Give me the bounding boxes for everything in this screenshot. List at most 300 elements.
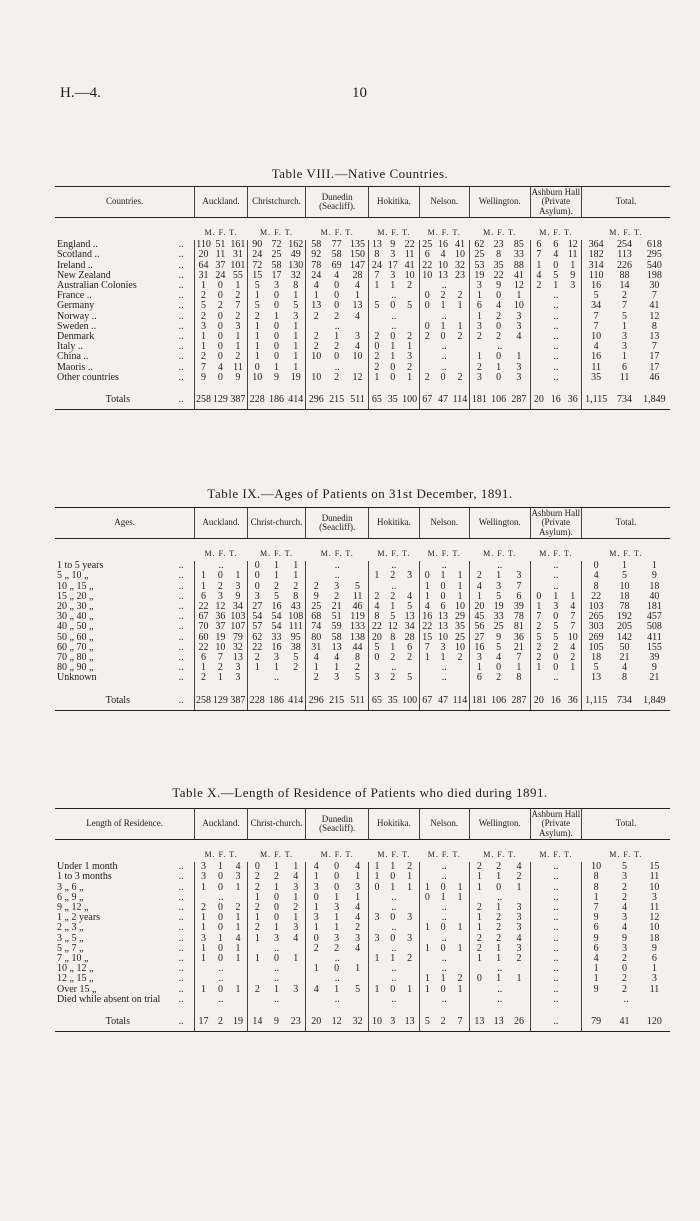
cell-female: 2 [496, 933, 502, 944]
cell-male: 3 [369, 934, 385, 944]
cell-female: 7 [622, 301, 628, 312]
cell-female: 19 [215, 632, 226, 643]
cell-female: 1 [496, 974, 502, 985]
cell-female: 0 [334, 882, 340, 893]
cell-male: 9 [582, 985, 611, 995]
cell-male: 182 [582, 250, 611, 260]
cell-female: 4 [622, 903, 628, 914]
cell-female: 2 [390, 673, 396, 684]
cell-female: 0 [274, 342, 279, 353]
cell-total: 1 [293, 892, 299, 903]
label-column-header: Countries. [55, 187, 195, 218]
column-header: Dunedin (Seacliff). [306, 187, 369, 218]
column-header: Hokitika. [369, 187, 419, 218]
cell-total: 150 [350, 250, 366, 261]
leader-dots: .. [179, 684, 195, 711]
nil-cell: .. [306, 363, 369, 373]
cell-total: 13 [232, 653, 243, 664]
nil-cell: .. [419, 964, 469, 974]
cell-male: 6 [195, 592, 212, 602]
cell-total: 100 [401, 383, 419, 410]
cell-total: 10 [352, 352, 363, 363]
cell-total: 107 [230, 622, 246, 633]
cell-female: 0 [334, 872, 340, 883]
cell-female: 0 [274, 903, 280, 914]
cell-female: 12 [215, 602, 226, 613]
nil-cell: .. [306, 995, 369, 1005]
cell-total: 1 [293, 362, 299, 373]
leader-dots: .. [178, 663, 184, 674]
cell-male: 13 [582, 673, 611, 683]
cell-female: 1 [496, 872, 502, 883]
cell-total: 34 [404, 622, 415, 633]
cell-male: 6 [419, 250, 435, 260]
nil-cell: .. [369, 582, 419, 592]
cell-female: 0 [334, 281, 340, 292]
cell-male: 4 [306, 281, 327, 291]
cell-male: 20 [530, 383, 547, 410]
cell-male: 15 [247, 271, 266, 281]
cell-total: 32 [454, 260, 465, 271]
row-label: Sweden .. [57, 321, 97, 332]
cell-male: 1 [195, 342, 212, 352]
cell-male: 103 [582, 602, 611, 612]
cell-female: 51 [331, 612, 342, 623]
table-row [55, 923, 670, 933]
leader-dots: .. [178, 281, 184, 292]
cell-male: 2 [306, 582, 327, 592]
cell-male: 6 [530, 240, 547, 250]
cell-male: 1 [195, 944, 212, 954]
nil-cell: .. [306, 974, 369, 984]
cell-total: 36 [564, 383, 581, 410]
cell-female: 6 [622, 362, 628, 373]
cell-total: 1 [457, 571, 463, 582]
cell-female: 0 [553, 663, 559, 674]
cell-male: 22 [419, 261, 435, 271]
cell-male: 258 [195, 383, 212, 410]
cell-female: 37 [215, 622, 226, 633]
cell-male: 1 [469, 954, 488, 964]
table-row [55, 240, 670, 250]
cell-female: 59 [331, 622, 342, 633]
column-header: Auckland. [195, 809, 248, 840]
cell-total: 1 [457, 923, 463, 934]
cell-total: 21 [513, 642, 524, 653]
cell-male: 0 [419, 893, 435, 903]
cell-male: 1 [195, 582, 212, 592]
cell-male: 1 [247, 913, 266, 923]
cell-female: 0 [390, 332, 396, 343]
cell-male: 1 [469, 312, 488, 322]
cell-male: 1 [419, 582, 435, 592]
cell-female: 3 [385, 1005, 401, 1032]
leader-dots: .. [178, 301, 184, 312]
leader-dots: .. [178, 270, 184, 281]
cell-total: 36 [564, 684, 581, 711]
cell-male: 265 [582, 612, 611, 622]
cell-male: 110 [582, 271, 611, 281]
row-label: Totals [55, 684, 179, 711]
leader-dots: .. [178, 612, 184, 623]
cell-total: 34 [232, 602, 243, 613]
cell-female: 2 [622, 882, 628, 893]
cell-female: 2 [622, 892, 628, 903]
cell-total: 22 [404, 240, 415, 251]
cell-male: 16 [419, 612, 435, 622]
leader-dots: .. [178, 352, 184, 363]
cell-total: 4 [516, 933, 522, 944]
cell-male: 13 [306, 301, 327, 311]
cell-total: 1 [570, 663, 576, 674]
cell-male: 62 [247, 633, 266, 643]
cell-male: 58 [306, 240, 327, 250]
table-row [55, 373, 670, 383]
cell-male: 4 [306, 653, 327, 663]
cell-male: 27 [247, 602, 266, 612]
leader-dots: .. [178, 862, 184, 873]
cell-male: 2 [195, 291, 212, 301]
nil-cell: .. [530, 923, 582, 933]
cell-female: 1 [390, 352, 396, 363]
cell-female: 0 [334, 301, 340, 312]
cell-male: 1 [247, 342, 266, 352]
nil-cell: .. [369, 663, 419, 673]
cell-male: 62 [469, 240, 488, 250]
cell-male: 5 [530, 633, 547, 643]
row-label: 2 „ 3 „ [57, 923, 84, 934]
cell-female: 9 [622, 933, 628, 944]
mft-subheader: M. F. T. [377, 549, 411, 558]
cell-male: 8 [369, 612, 385, 622]
cell-female: 113 [617, 250, 632, 261]
leader-dots: .. [178, 342, 184, 353]
cell-male: 9 [306, 592, 327, 602]
cell-female: 36 [215, 612, 226, 623]
cell-total: 3 [407, 352, 413, 363]
totals-row [55, 383, 670, 410]
cell-total: 4 [570, 642, 576, 653]
table-row [55, 944, 670, 954]
nil-cell: .. [530, 913, 582, 923]
cell-total: 4 [355, 311, 361, 322]
cell-female: 16 [438, 240, 449, 251]
cell-female: 4 [217, 362, 223, 373]
cell-female: 106 [489, 383, 508, 410]
cell-total: 7 [516, 581, 522, 592]
cell-female: 0 [440, 984, 446, 995]
cell-total: 9 [651, 571, 657, 582]
row-label: 5 „ 10 „ [57, 571, 89, 582]
cell-male: 0 [419, 571, 435, 581]
cell-male: 0 [306, 893, 327, 903]
row-label: 9 „ 12 „ [57, 903, 89, 914]
cell-total: 1 [293, 913, 299, 924]
cell-male: 9 [582, 913, 611, 923]
cell-male: 16 [582, 352, 611, 362]
cell-male: 4 [469, 582, 488, 592]
row-label: 1 „ 2 years [57, 913, 101, 924]
cell-male: 2 [469, 944, 488, 954]
cell-female: 12 [387, 622, 398, 633]
cell-total: 161 [230, 240, 246, 251]
cell-total: 4 [235, 862, 241, 873]
cell-total: 1 [457, 943, 463, 954]
cell-male: 228 [247, 684, 266, 711]
cell-female: 16 [271, 642, 282, 653]
table-row [55, 985, 670, 995]
cell-total: 9 [235, 591, 241, 602]
cell-female: 0 [496, 291, 502, 302]
cell-female: 0 [553, 260, 559, 271]
row-label: Totals [55, 1005, 179, 1032]
cell-female: 1 [274, 882, 280, 893]
table8-native-countries [55, 186, 670, 410]
cell-male: 1 [195, 281, 212, 291]
cell-male: 20 [469, 602, 488, 612]
cell-female: 4 [496, 301, 502, 312]
mft-subheader: M. F. T. [609, 228, 643, 237]
cell-male: 6 [582, 923, 611, 933]
cell-total: 3 [293, 923, 299, 934]
cell-male: 5 [195, 301, 212, 311]
cell-total: 23 [286, 1005, 305, 1032]
cell-male: 105 [582, 643, 611, 653]
cell-female: 3 [622, 943, 628, 954]
cell-female: 41 [610, 1005, 639, 1032]
cell-total: 1 [651, 561, 657, 572]
leader-dots: .. [178, 571, 184, 582]
mft-subheader: M. F. T. [259, 228, 294, 237]
cell-female: 54 [271, 622, 282, 633]
cell-total: 85 [513, 240, 524, 251]
cell-male: 1 [247, 954, 266, 964]
cell-male: 1 [530, 602, 547, 612]
cell-male: 24 [247, 250, 266, 260]
cell-male: 72 [247, 261, 266, 271]
cell-total: 1 [293, 571, 299, 582]
nil-cell: .. [306, 322, 369, 332]
cell-male: 67 [419, 684, 435, 711]
cell-total: 12 [649, 913, 660, 924]
column-header: Nelson. [419, 508, 469, 539]
table-row [55, 312, 670, 322]
cell-total: 39 [513, 602, 524, 613]
cell-total: 508 [646, 622, 662, 633]
cell-total: 11 [233, 362, 243, 373]
cell-male: 269 [582, 633, 611, 643]
table10-length-of-residence [55, 808, 670, 1032]
cell-total: 1 [293, 332, 299, 343]
cell-female: 2 [334, 372, 340, 383]
totals-row [55, 1005, 670, 1032]
cell-female: 21 [619, 653, 630, 664]
cell-male: 1 [419, 883, 435, 893]
cell-female: 13 [438, 612, 449, 623]
cell-male: 0 [247, 561, 266, 571]
cell-total: 1 [457, 591, 463, 602]
cell-total: 3 [516, 321, 522, 332]
cell-total: 2 [235, 311, 241, 322]
row-label: 1 to 3 months [57, 872, 112, 883]
cell-female: 2 [217, 663, 223, 674]
cell-male: 2 [306, 312, 327, 322]
mft-subheader: M. F. T. [609, 850, 643, 859]
cell-female: 16 [547, 684, 564, 711]
leader-dots: .. [178, 943, 184, 954]
table-row [55, 673, 670, 683]
cell-total: 287 [508, 684, 530, 711]
totals-row [55, 684, 670, 711]
cell-male: 10 [369, 1005, 385, 1032]
cell-male: 1 [369, 954, 385, 964]
cell-total: 1 [407, 984, 413, 995]
cell-female: 2 [496, 862, 502, 873]
cell-male: 22 [419, 622, 435, 632]
cell-female: 3 [334, 581, 340, 592]
cell-female: 78 [619, 602, 630, 613]
cell-total: 79 [232, 632, 243, 643]
table-row [55, 301, 670, 311]
cell-female: 0 [217, 903, 223, 914]
nil-cell: .. [530, 571, 582, 581]
cell-male: 2 [469, 934, 488, 944]
cell-male: 0 [247, 363, 266, 373]
cell-total: 1 [457, 892, 463, 903]
cell-female: 21 [331, 602, 342, 613]
cell-male: 364 [582, 240, 611, 250]
leader-dots: .. [178, 892, 184, 903]
cell-male: 0 [469, 974, 488, 984]
nil-cell: .. [530, 352, 582, 362]
cell-female: 58 [271, 260, 282, 271]
table9-ages-of-patients [55, 507, 670, 711]
cell-female: 1 [334, 923, 340, 934]
table-row [55, 271, 670, 281]
cell-female: 1 [496, 571, 502, 582]
cell-female: 0 [217, 291, 223, 302]
cell-total: 17 [649, 352, 660, 363]
nil-cell: .. [419, 363, 469, 373]
cell-female: 0 [217, 332, 223, 343]
cell-total: 41 [454, 240, 465, 251]
cell-female: 2 [390, 653, 396, 664]
cell-female: 6 [553, 240, 559, 251]
cell-male: 2 [369, 352, 385, 362]
cell-total: 162 [288, 240, 304, 251]
cell-male: 0 [247, 862, 266, 872]
cell-male: 1 [195, 913, 212, 923]
nil-cell: .. [530, 995, 582, 1005]
cell-total: 55 [232, 270, 243, 281]
row-label: 5 „ 7 „ [57, 943, 84, 954]
leader-dots: .. [178, 974, 184, 985]
cell-female: 72 [271, 240, 282, 251]
cell-total: 3 [516, 903, 522, 914]
cell-male: 1 [369, 862, 385, 872]
cell-total: 5 [355, 984, 361, 995]
nil-cell: .. [306, 561, 369, 571]
cell-male: 0 [419, 301, 435, 311]
cell-total: 4 [516, 332, 522, 343]
cell-male: 2 [469, 363, 488, 373]
cell-female: 2 [553, 642, 559, 653]
cell-male: 4 [530, 271, 547, 281]
nil-cell: .. [530, 342, 582, 352]
table-row [55, 883, 670, 893]
cell-male: 8 [369, 250, 385, 260]
cell-male: 2 [469, 332, 488, 342]
leader-dots: .. [178, 903, 184, 914]
cell-total: 1 [235, 954, 241, 965]
cell-total: 1 [235, 281, 241, 292]
cell-male: 1 [469, 923, 488, 933]
row-label: Over 15 „ [57, 984, 97, 995]
cell-male: 64 [195, 261, 212, 271]
cell-total: 387 [229, 383, 247, 410]
table-row [55, 633, 670, 643]
table-row [55, 322, 670, 332]
cell-total: 2 [293, 581, 299, 592]
cell-total: 10 [454, 602, 465, 613]
cell-total: 3 [235, 872, 241, 883]
table-row [55, 261, 670, 271]
nil-cell: .. [369, 944, 419, 954]
cell-total: 618 [646, 240, 662, 251]
cell-male: 5 [369, 301, 385, 311]
cell-male: 24 [306, 271, 327, 281]
cell-total: 1 [355, 872, 361, 883]
leader-dots: .. [178, 240, 184, 251]
cell-male: 16 [582, 281, 611, 291]
cell-male: 54 [247, 612, 266, 622]
mft-subheader: M. F. T. [427, 549, 461, 558]
cell-total: 4 [570, 602, 576, 613]
row-label: Other countries [57, 372, 119, 383]
table-row [55, 934, 670, 944]
page-header-left: H.—4. [60, 85, 101, 101]
cell-female: 0 [217, 913, 223, 924]
cell-female: 1 [553, 591, 559, 602]
cell-female: 58 [331, 632, 342, 643]
cell-male: 13 [469, 1005, 488, 1032]
nil-cell: .. [369, 312, 419, 322]
cell-total: 5 [407, 673, 413, 684]
cell-male: 2 [419, 373, 435, 383]
cell-female: 0 [274, 301, 279, 312]
table-row [55, 974, 670, 984]
cell-male: 3 [469, 281, 488, 291]
cell-female: 4 [440, 250, 446, 261]
cell-male: 5 [369, 643, 385, 653]
nil-cell: .. [195, 893, 248, 903]
cell-total: 1 [457, 882, 463, 893]
mft-subheader: M. F. T. [427, 228, 461, 237]
nil-cell: .. [530, 985, 582, 995]
table-row [55, 602, 670, 612]
cell-male: 0 [306, 934, 327, 944]
cell-female: 106 [489, 684, 508, 711]
cell-total: 2 [516, 872, 522, 883]
cell-female: 1 [440, 974, 446, 985]
cell-total: 17 [649, 362, 660, 373]
nil-cell: .. [530, 312, 582, 322]
cell-female: 1 [274, 862, 280, 873]
nil-cell: .. [419, 913, 469, 923]
cell-female: 142 [617, 632, 633, 643]
column-header: Hokitika. [369, 508, 419, 539]
cell-male: 56 [469, 622, 488, 632]
